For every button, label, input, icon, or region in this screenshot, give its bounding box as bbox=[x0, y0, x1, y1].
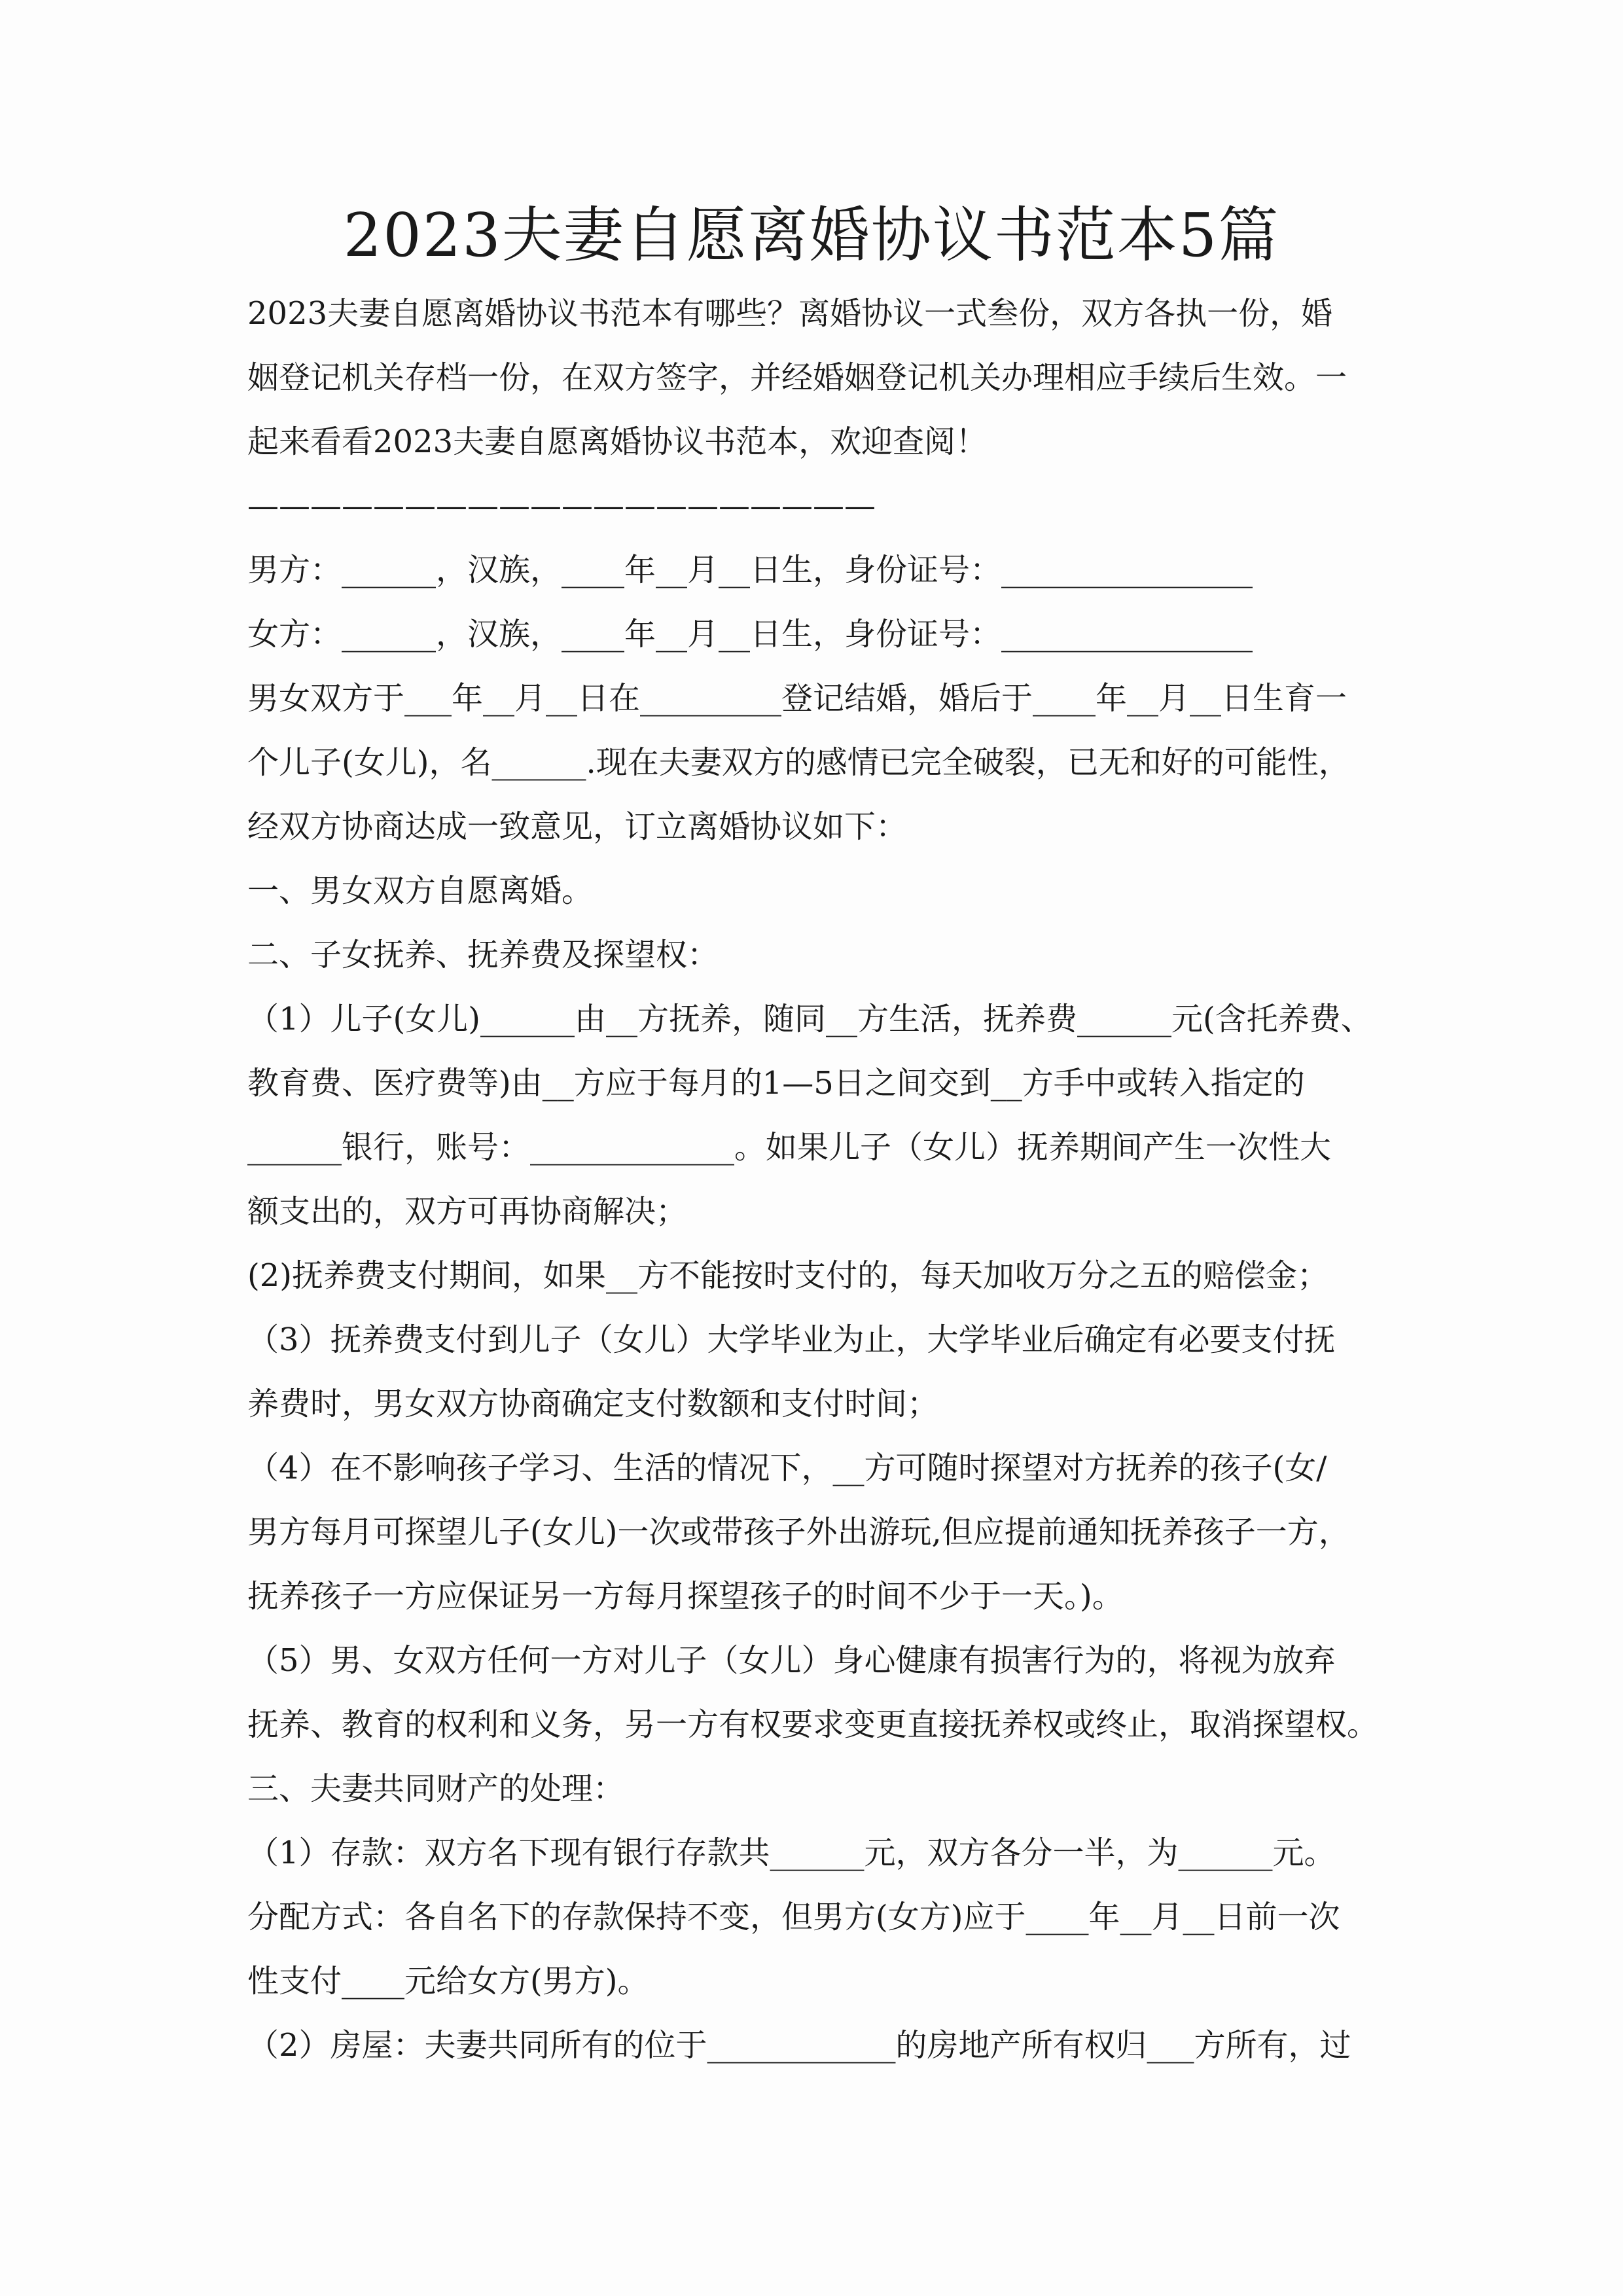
paragraph-line: 抚养、教育的权利和义务，另一方有权要求变更直接抚养权或终止，取消探望权。 bbox=[247, 1706, 1379, 1743]
paragraph-line: （2）房屋：夫妻共同所有的位于____________的房地产所有权归___方所有，过 bbox=[247, 2027, 1351, 2064]
paragraph-line: 养费时，男女双方协商确定支付数额和支付时间； bbox=[247, 1386, 939, 1422]
paragraph-line: 男女双方于___年__月__日在_________登记结婚，婚后于____年__月__日生育一 bbox=[247, 680, 1347, 717]
paragraph-line: （4）在不影响孩子学习、生活的情况下，__方可随时探望对方抚养的孩子(女/ bbox=[247, 1450, 1327, 1486]
paragraph-line: (2)抚养费支付期间，如果__方不能按时支付的，每天加收万分之五的赔偿金； bbox=[247, 1257, 1329, 1294]
paragraph-line: （5）男、女双方任何一方对儿子（女儿）身心健康有损害行为的，将视为放弃 bbox=[247, 1642, 1336, 1679]
paragraph-line: （1）儿子(女儿)______由__方抚养，随同__方生活，抚养费______元(含托养费、 bbox=[247, 1001, 1372, 1037]
paragraph-line: 男方每月可探望儿子(女儿)一次或带孩子外出游玩,但应提前通知抚养孩子一方， bbox=[247, 1514, 1350, 1551]
paragraph-line: 额支出的，双方可再协商解决； bbox=[247, 1193, 688, 1230]
paragraph-line: 教育费、医疗费等)由__方应于每月的1—5日之间交到__方手中或转入指定的 bbox=[247, 1065, 1305, 1102]
section-heading: 一、男女双方自愿离婚。 bbox=[247, 872, 594, 909]
paragraph-line: 性支付____元给女方(男方)。 bbox=[247, 1963, 649, 2000]
paragraph-line: （1）存款：双方名下现有银行存款共______元，双方各分一半，为______元。 bbox=[247, 1835, 1336, 1871]
paragraph-line: 抚养孩子一方应保证另一方每月探望孩子的时间不少于一天。)。 bbox=[247, 1578, 1124, 1615]
paragraph-line: 男方：______，汉族，____年__月__日生，身份证号：________________ bbox=[247, 552, 1253, 588]
document-body bbox=[247, 281, 1386, 2077]
paragraph-line: 个儿子(女儿)，名______.现在夫妻双方的感情已完全破裂，已无和好的可能性， bbox=[247, 744, 1350, 781]
paragraph-line: ______银行，账号：_____________。如果儿子（女儿）抚养期间产生一次性大 bbox=[247, 1129, 1332, 1166]
intro-line: 2023夫妻自愿离婚协议书范本有哪些？离婚协议一式叁份，双方各执一份，婚 bbox=[247, 295, 1333, 332]
paragraph-line: 女方：______，汉族，____年__月__日生，身份证号：________________ bbox=[247, 616, 1253, 653]
document-title: 2023夫妻自愿离婚协议书范本5篇 bbox=[343, 200, 1280, 270]
section-heading: 三、夫妻共同财产的处理： bbox=[247, 1770, 625, 1807]
section-heading: 二、子女抚养、抚养费及探望权： bbox=[247, 937, 719, 973]
intro-line: 姻登记机关存档一份，在双方签字，并经婚姻登记机关办理相应手续后生效。一 bbox=[247, 359, 1347, 396]
paragraph-line: 经双方协商达成一致意见，订立离婚协议如下： bbox=[247, 808, 908, 845]
paragraph-line: （3）抚养费支付到儿子（女儿）大学毕业为止，大学毕业后确定有必要支付抚 bbox=[247, 1321, 1336, 1358]
intro-line: 起来看看2023夫妻自愿离婚协议书范本，欢迎查阅！ bbox=[247, 423, 988, 460]
separator-line: ———————————————————— bbox=[247, 488, 876, 524]
paragraph-line: 分配方式：各自名下的存款保持不变，但男方(女方)应于____年__月__日前一次 bbox=[247, 1899, 1340, 1935]
